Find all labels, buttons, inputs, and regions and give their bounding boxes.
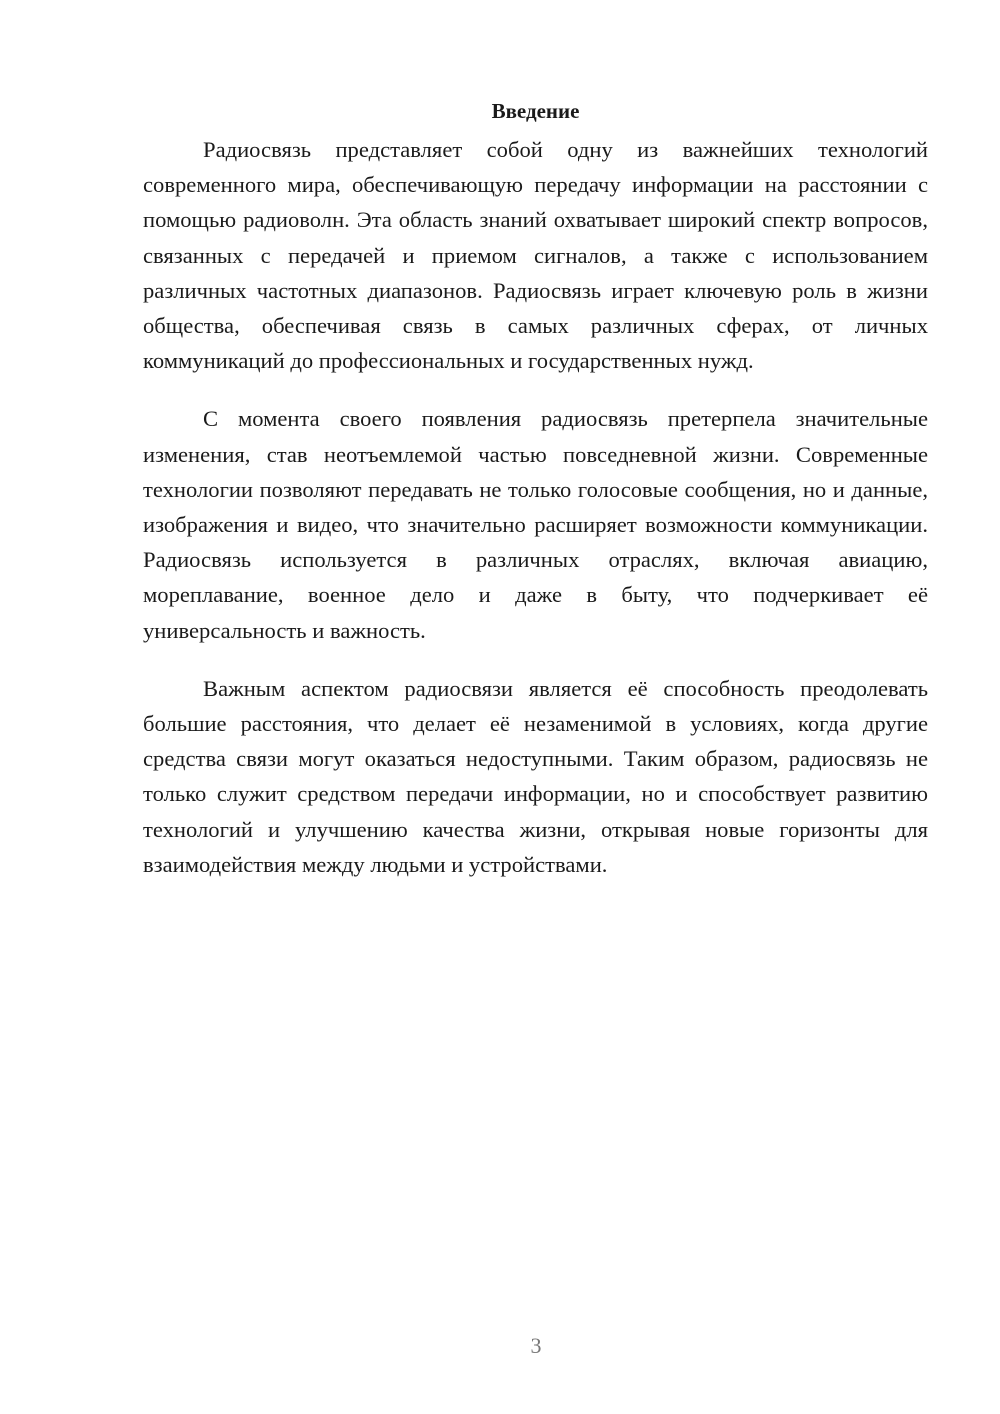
paragraph-3: Важным аспектом радиосвязи является её способность преодолевать большие расстояния, что делает её незаменимой в условиях, когда другие средства связи могут оказаться недоступными. Таким образом, радиосвязь не только служит средством передачи информации, но и способствует развитию технологий и улучшению качества жизни, открывая новые горизонты для взаимодействия между людьми и устройствами. [143, 675, 928, 877]
page-number: 3 [530, 1333, 542, 1358]
paragraph-2: С момента своего появления радиосвязь претерпела значительные изменения, став неотъемлемой частью повседневной жизни. Современные технологии позволяют передавать не только голосовые сообщения, но и данные, изображения и видео, что значительно расширяет возможности коммуникации. Радиосвязь используется в различных отраслях, включая авиацию, мореплавание, военное дело и даже в быту, что подчеркивает её универсальность и важность. [143, 406, 928, 643]
page-content [143, 96, 928, 905]
section-title: Введение [491, 99, 580, 123]
paragraph-1: Радиосвязь представляет собой одну из важнейших технологий современного мира, обеспечивающую передачу информации на расстоянии с помощью радиоволн. Эта область знаний охватывает широкий спектр вопросов, связанных с передачей и приемом сигналов, а также с использованием различных частотных диапазонов. Радиосвязь играет ключевую роль в жизни общества, обеспечивая связь в самых различных сферах, от личных коммуникаций до профессиональных и государственных нужд. [143, 137, 928, 374]
